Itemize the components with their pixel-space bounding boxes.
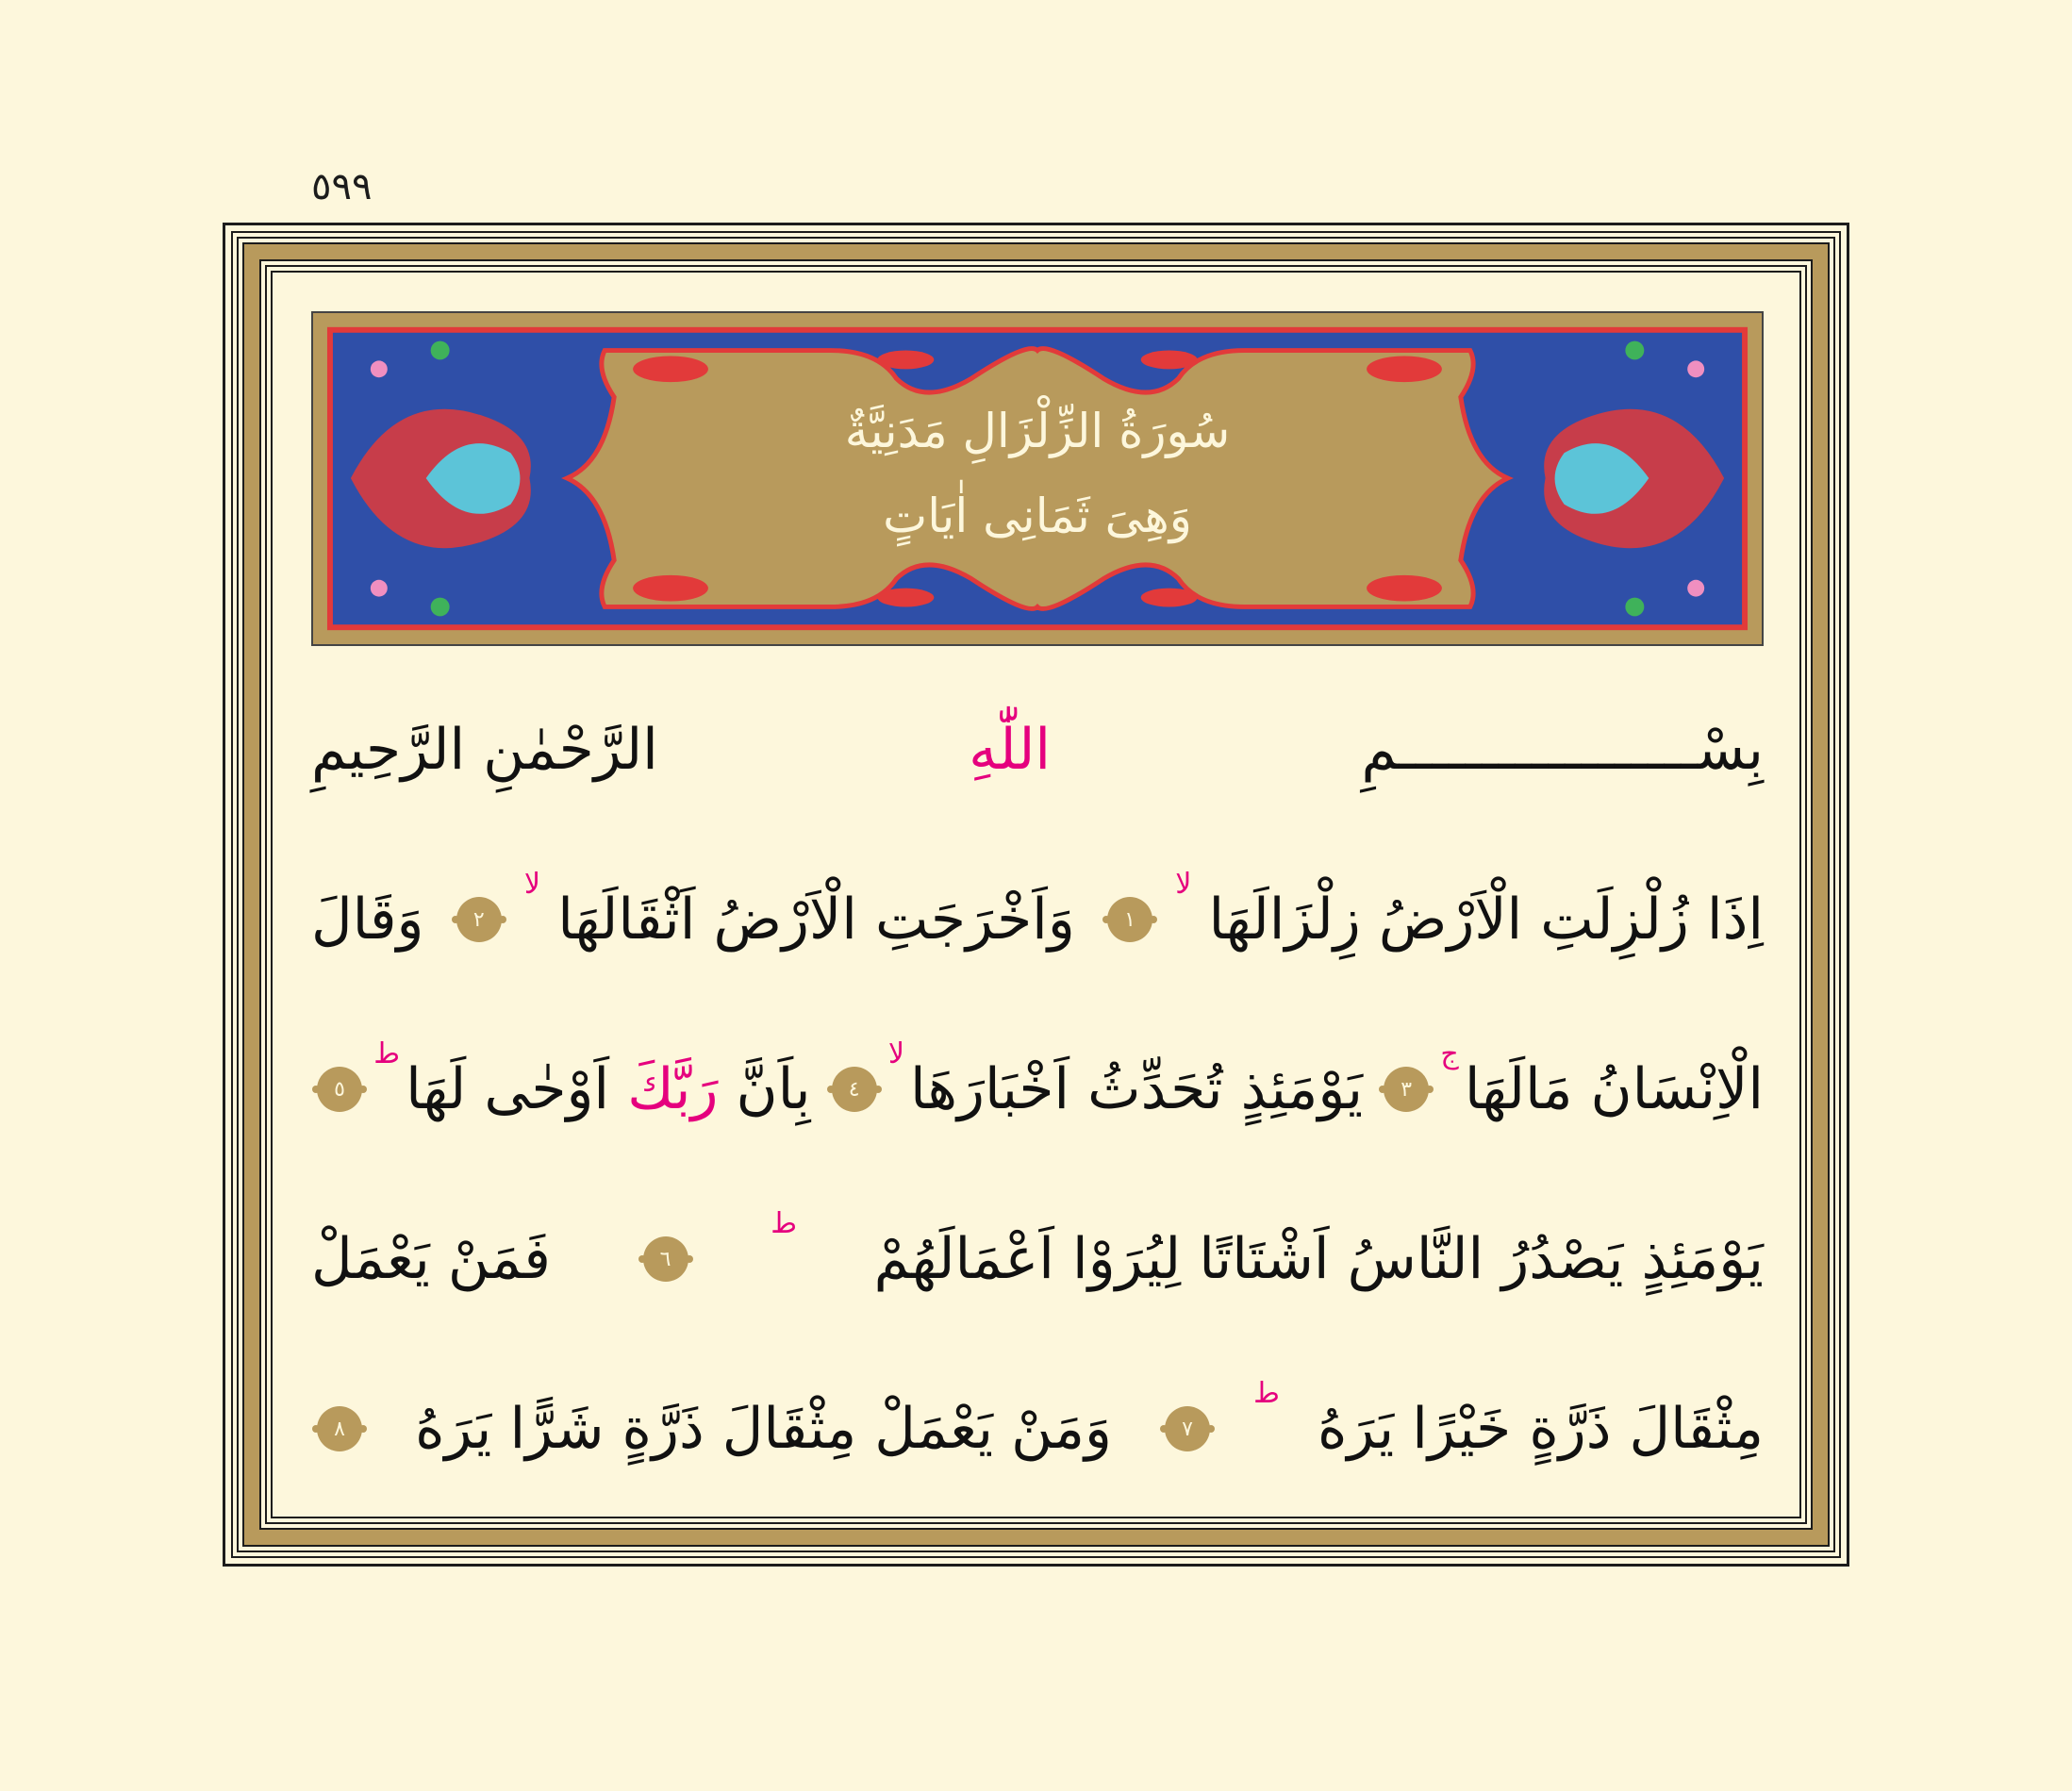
waqf-mark: ج (1440, 1036, 1459, 1070)
basmala-rest: الرَّحْمٰنِ الرَّحِيمِ (311, 717, 658, 783)
verse-text: اِذَا زُلْزِلَتِ الْاَرْضُ زِلْزَالَهَا (1208, 887, 1764, 953)
basmala-allah: اللّٰهِ (969, 717, 1052, 783)
ayah-number-marker: ٧ (1165, 1406, 1210, 1451)
ayah-number-marker: ٤ (832, 1067, 877, 1112)
verse-text: يَوْمَئِذٍ يَصْدُرُ النَّاسُ اَشْتَاتًا لِيُرَوْا اَعْمَالَهُمْ (873, 1226, 1764, 1292)
ayah-number-marker: ٢ (456, 897, 502, 942)
verse-text: يَوْمَئِذٍ تُحَدِّثُ اَخْبَارَهَا (910, 1056, 1364, 1122)
verse-text: فَمَنْ يَعْمَلْ (311, 1226, 551, 1292)
verse-line-2 (311, 1004, 1764, 1174)
waqf-mark: لا (887, 1036, 904, 1070)
ayah-number-marker: ٦ (643, 1236, 688, 1282)
verse-line-3 (311, 1174, 1764, 1344)
sura-title-line-1: سُورَةُ الزِّلْزَالِ مَدَنِيَّةٌ (844, 404, 1231, 458)
verse-text: وَمَنْ يَعْمَلْ مِثْقَالَ ذَرَّةٍ شَرًّا يَرَهُ (415, 1396, 1112, 1462)
sura-title (313, 389, 1762, 558)
waqf-mark: ط (771, 1206, 797, 1240)
sura-title-line-2: وَهِىَ ثَمَانِى اٰيَاتٍ (883, 489, 1192, 543)
verse-text-group (406, 1056, 811, 1122)
verse-text: اَوْحٰى لَهَا (406, 1056, 610, 1122)
verse-text: الْاِنْسَانُ مَالَهَا (1464, 1056, 1764, 1122)
basmala-line (311, 665, 1764, 835)
waqf-mark: لا (1175, 867, 1192, 901)
sura-header-panel (311, 311, 1764, 646)
basmala-bism: بِسْــــــــــــــــــمِ (1361, 717, 1764, 783)
ayah-number-marker: ٨ (317, 1406, 362, 1451)
ayah-number-marker: ٣ (1384, 1067, 1429, 1112)
quran-text-block (311, 665, 1764, 1514)
page-number: ٥٩٩ (311, 165, 373, 208)
verse-text: مِثْقَالَ ذَرَّةٍ خَيْرًا يَرَهُ (1317, 1396, 1764, 1462)
verse-text: بِاَنَّ (736, 1056, 811, 1122)
verse-line-1 (311, 835, 1764, 1004)
verse-line-4 (311, 1344, 1764, 1514)
verse-text: وَقَالَ (311, 887, 424, 953)
waqf-mark: ط (1253, 1376, 1280, 1410)
ayah-number-marker: ١ (1107, 897, 1152, 942)
verse-text: وَاَخْرَجَتِ الْاَرْضُ اَثْقَالَهَا (557, 887, 1075, 953)
ayah-number-marker: ٥ (317, 1067, 362, 1112)
waqf-mark: لا (523, 867, 541, 901)
verse-text-highlight: رَبَّكَ (627, 1056, 719, 1122)
waqf-mark: ط (373, 1036, 400, 1070)
